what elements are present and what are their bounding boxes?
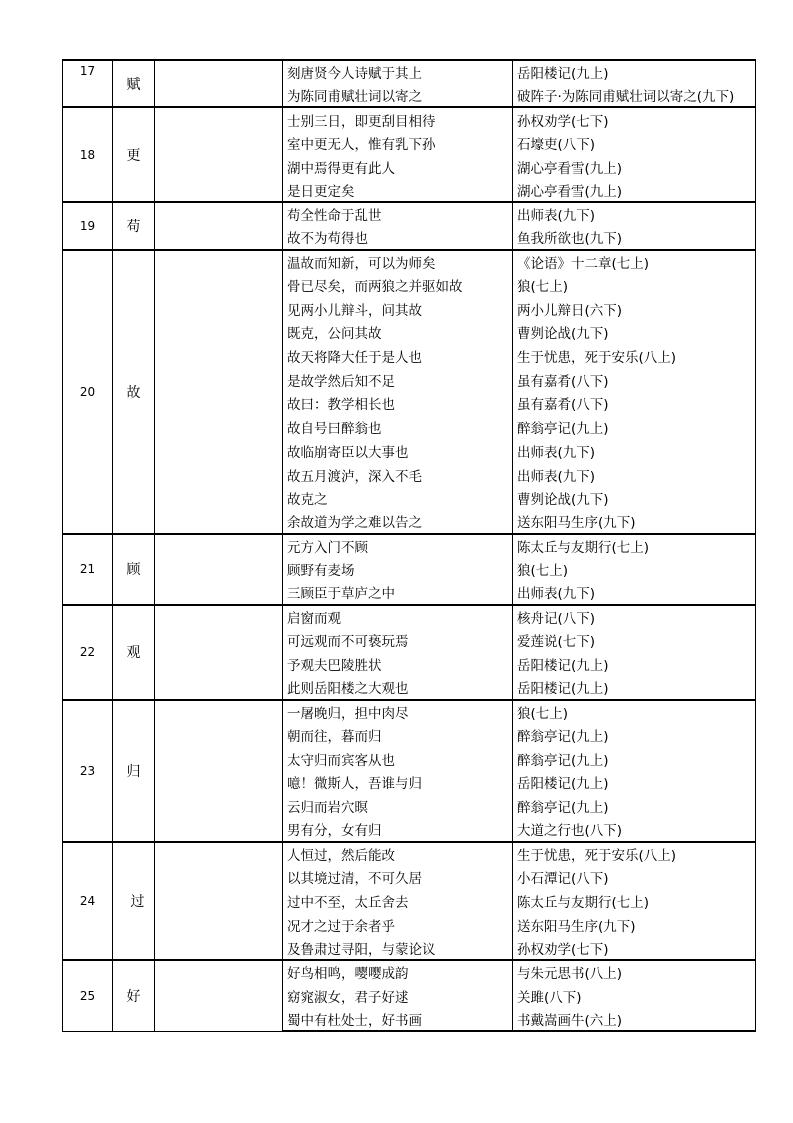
- example-sentence: 湖中焉得更有此人: [283, 155, 513, 179]
- example-sentence: 过中不至，太丘舍去: [283, 889, 513, 913]
- example-sentence: 故临崩寄臣以大事也: [283, 439, 513, 463]
- meaning-cell-empty: [155, 250, 283, 534]
- example-sentence: 故克之: [283, 486, 513, 510]
- example-sentence: 太守归而宾客从也: [283, 747, 513, 771]
- example-sentence: 士别三日，即更刮目相待: [283, 107, 513, 131]
- example-sentence: 好鸟相鸣，嘤嘤成韵: [283, 960, 513, 984]
- table-row: [63, 960, 756, 984]
- meaning-cell-empty: [155, 202, 283, 249]
- example-sentence: 温故而知新，可以为师矣: [283, 250, 513, 274]
- example-sentence: 既克，公问其故: [283, 321, 513, 345]
- entry-number: 18: [63, 107, 113, 202]
- source-text: 出师表(九下): [513, 463, 756, 487]
- source-text: 破阵子·为陈同甫赋壮词以寄之(九下): [513, 84, 756, 108]
- example-sentence: 云归而岩穴暝: [283, 794, 513, 818]
- entry-number: 19: [63, 202, 113, 249]
- keyword-character: 更: [113, 107, 155, 202]
- meaning-cell-empty: [155, 700, 283, 842]
- source-text: 出师表(九下): [513, 202, 756, 226]
- source-text: 书戴嵩画牛(六上): [513, 1008, 756, 1032]
- example-sentence: 是故学然后知不足: [283, 368, 513, 392]
- example-sentence: 是日更定矣: [283, 178, 513, 202]
- example-sentence: 此则岳阳楼之大观也: [283, 676, 513, 700]
- source-text: 出师表(九下): [513, 439, 756, 463]
- source-text: 曹刿论战(九下): [513, 321, 756, 345]
- example-sentence: 室中更无人，惟有乳下孙: [283, 131, 513, 155]
- table-row: [63, 700, 756, 724]
- example-sentence: 以其境过清，不可久居: [283, 865, 513, 889]
- example-sentence: 人恒过，然后能改: [283, 842, 513, 866]
- source-text: 核舟记(八下): [513, 605, 756, 629]
- source-text: 爱莲说(七下): [513, 629, 756, 653]
- source-text: 《论语》十二章(七上): [513, 250, 756, 274]
- source-text: 生于忧患，死于安乐(八上): [513, 344, 756, 368]
- source-text: 关雎(八下): [513, 984, 756, 1008]
- entry-number: 23: [63, 700, 113, 842]
- entry-number: 21: [63, 534, 113, 605]
- source-text: 醉翁亭记(九上): [513, 723, 756, 747]
- example-sentence: 启窗而观: [283, 605, 513, 629]
- example-sentence: 元方入门不顾: [283, 534, 513, 558]
- meaning-cell-empty: [155, 605, 283, 700]
- example-sentence: 见两小儿辩斗，问其故: [283, 297, 513, 321]
- example-sentence: 一屠晚归，担中肉尽: [283, 700, 513, 724]
- source-text: 孙权劝学(七下): [513, 936, 756, 960]
- source-text: 陈太丘与友期行(七上): [513, 889, 756, 913]
- keyword-character: 顾: [113, 534, 155, 605]
- table-row: [63, 250, 756, 274]
- example-sentence: 予观夫巴陵胜状: [283, 652, 513, 676]
- source-text: 岳阳楼记(九上): [513, 676, 756, 700]
- example-sentence: 噫！微斯人，吾谁与归: [283, 771, 513, 795]
- keyword-character: 赋: [113, 60, 155, 107]
- source-text: 醉翁亭记(九上): [513, 794, 756, 818]
- source-text: 两小儿辩日(六下): [513, 297, 756, 321]
- table-row: [63, 534, 756, 558]
- source-text: 湖心亭看雪(九上): [513, 178, 756, 202]
- keyword-character: 故: [113, 250, 155, 534]
- source-text: 鱼我所欲也(九下): [513, 226, 756, 250]
- example-sentence: 蜀中有杜处士，好书画: [283, 1008, 513, 1032]
- keyword-character: 过: [113, 842, 155, 960]
- vocabulary-table: [62, 59, 756, 1032]
- source-text: 岳阳楼记(九上): [513, 771, 756, 795]
- entry-number: 25: [63, 960, 113, 1031]
- table-row: [63, 60, 756, 84]
- example-sentence: 余故道为学之难以告之: [283, 510, 513, 534]
- example-sentence: 三顾臣于草庐之中: [283, 581, 513, 605]
- meaning-cell-empty: [155, 534, 283, 605]
- example-sentence: 苟全性命于乱世: [283, 202, 513, 226]
- source-text: 孙权劝学(七下): [513, 107, 756, 131]
- entry-number: 24: [63, 842, 113, 960]
- example-sentence: 窈窕淑女，君子好逑: [283, 984, 513, 1008]
- meaning-cell-empty: [155, 60, 283, 107]
- example-sentence: 可远观而不可亵玩焉: [283, 629, 513, 653]
- source-text: 虽有嘉肴(八下): [513, 392, 756, 416]
- table-row: [63, 107, 756, 131]
- meaning-cell-empty: [155, 960, 283, 1031]
- entry-number: 17: [63, 60, 113, 107]
- source-text: 石壕吏(八下): [513, 131, 756, 155]
- example-sentence: 为陈同甫赋壮词以寄之: [283, 84, 513, 108]
- entry-number: 20: [63, 250, 113, 534]
- source-text: 陈太丘与友期行(七上): [513, 534, 756, 558]
- source-text: 送东阳马生序(九下): [513, 510, 756, 534]
- example-sentence: 故曰：教学相长也: [283, 392, 513, 416]
- source-text: 曹刿论战(九下): [513, 486, 756, 510]
- table-row: [63, 202, 756, 226]
- meaning-cell-empty: [155, 842, 283, 960]
- source-text: 狼(七上): [513, 273, 756, 297]
- source-text: 生于忧患，死于安乐(八上): [513, 842, 756, 866]
- source-text: 大道之行也(八下): [513, 818, 756, 842]
- source-text: 醉翁亭记(九上): [513, 415, 756, 439]
- source-text: 小石潭记(八下): [513, 865, 756, 889]
- example-sentence: 男有分，女有归: [283, 818, 513, 842]
- source-text: 虽有嘉肴(八下): [513, 368, 756, 392]
- table-row: [63, 842, 756, 866]
- keyword-character: 观: [113, 605, 155, 700]
- source-text: 狼(七上): [513, 557, 756, 581]
- example-sentence: 故自号曰醉翁也: [283, 415, 513, 439]
- entry-number: 22: [63, 605, 113, 700]
- source-text: 出师表(九下): [513, 581, 756, 605]
- source-text: 湖心亭看雪(九上): [513, 155, 756, 179]
- keyword-character: 归: [113, 700, 155, 842]
- meaning-cell-empty: [155, 107, 283, 202]
- source-text: 岳阳楼记(九上): [513, 652, 756, 676]
- keyword-character: 苟: [113, 202, 155, 249]
- source-text: 岳阳楼记(九上): [513, 60, 756, 84]
- example-sentence: 刻唐贤今人诗赋于其上: [283, 60, 513, 84]
- example-sentence: 故五月渡泸，深入不毛: [283, 463, 513, 487]
- table-row: [63, 605, 756, 629]
- example-sentence: 及鲁肃过寻阳，与蒙论议: [283, 936, 513, 960]
- example-sentence: 况才之过于余者乎: [283, 913, 513, 937]
- example-sentence: 骨已尽矣，而两狼之并驱如故: [283, 273, 513, 297]
- keyword-character: 好: [113, 960, 155, 1031]
- source-text: 醉翁亭记(九上): [513, 747, 756, 771]
- source-text: 送东阳马生序(九下): [513, 913, 756, 937]
- example-sentence: 故天将降大任于是人也: [283, 344, 513, 368]
- source-text: 与朱元思书(八上): [513, 960, 756, 984]
- example-sentence: 朝而往，暮而归: [283, 723, 513, 747]
- source-text: 狼(七上): [513, 700, 756, 724]
- example-sentence: 故不为苟得也: [283, 226, 513, 250]
- example-sentence: 顾野有麦场: [283, 557, 513, 581]
